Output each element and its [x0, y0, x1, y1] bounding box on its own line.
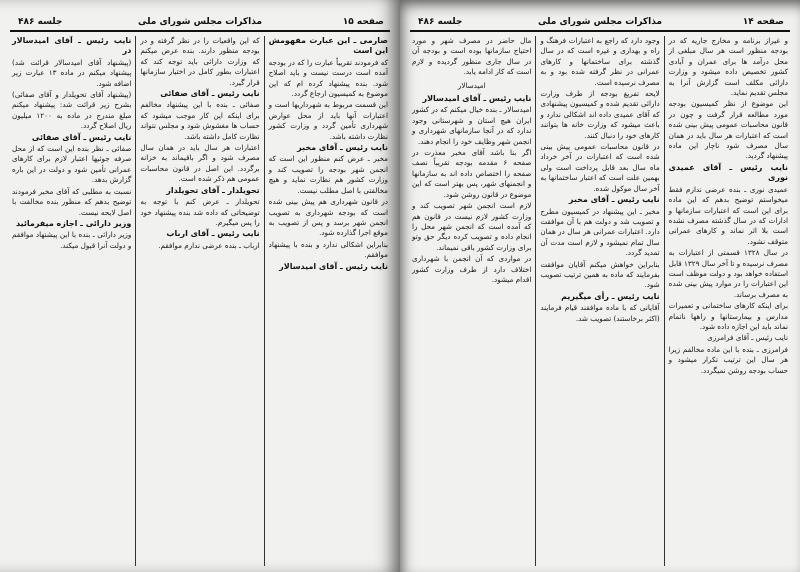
paragraph: اگر بنا باشد آقای مخبر معذرت در صفحه ۶ مقدمه بودجه تقریباً نصف صفحه را اختصاص داده اند به سازمانها و انجمنهای شهر، پس بهتر است که این موضوع در قانون روشن شود.	[412, 148, 532, 199]
paragraph: در سال ۱۳۲۸ قسمتی از اعتبارات به مصرف نرسیده و تا آخر سال ۱۳۲۹ قابل استفاده خواهد بود و دولت موظف است این اعتبارات را در موارد پیش بینی شده به مصرف برساند.	[668, 248, 788, 299]
speaker-heading: نایب رئیس ـ رأی میگیریم	[561, 291, 660, 301]
publication-title: مذاکرات مجلس شورای ملی	[537, 17, 663, 27]
text-columns	[8, 36, 392, 566]
page-number: صفحه ۱۴	[742, 17, 784, 27]
paragraph: که فرمودند تقریباً عبارت را که در بودجه آمده است درست نیست و باید اصلاح شود. بنده پیشنهاد کرده ام که این موضوع به کمیسیون ارجاع گردد.	[268, 57, 388, 99]
paragraph: مال حاضر در مصرف شهر و مورد احتیاج سازمانها بوده است و بودجه آن در سال جاری منظور گردیده و لازم است که کار ادامه یابد.	[412, 36, 532, 77]
paragraph: ارباب ـ بنده عرضی ندارم موافقم.	[158, 240, 260, 250]
section-heading: امیدسالار	[457, 80, 486, 90]
paragraph: در مواردی که آن انجمن با شهرداری اختلاف دارد از طرف وزارت کشور اقدام میشود.	[412, 254, 532, 284]
paragraph: بنابراین خواهش میکنم آقایان موافقت بفرمایند که ماده به همین ترتیب تصویب شود.	[540, 259, 660, 290]
paragraph: برای اینکه کارهای ساختمانی و تعمیرات مدارس و بیمارستانها و راهها ناتمام نماند باید این اجازه داده شود.	[668, 301, 788, 331]
text-column	[535, 36, 663, 566]
paragraph: تحویلدار ـ عرض کنم با توجه به توضیحاتی که داده شد بنده پیشنهاد خود را پس میگیرم.	[140, 197, 260, 227]
publication-title: مذاکرات مجلس شورای ملی	[137, 17, 263, 27]
paragraph: مخبر ـ این پیشنهاد در کمیسیون مطرح و تصویب شد و دولت هم با آن موافقت دارد. اعتبارات عمرانی هر سال در همان سال تمام نمیشود و لازم است مدت آن تمدید گردد.	[540, 206, 660, 258]
paragraph: عمیدی نوری ـ بنده عرضی ندارم فقط میخواستم توضیح بدهم که این ماده برای این است که اعتبارات سازمانها و ادارات که در سال گذشته مصرف نشده است بلا اثر نماند و کارهای عمرانی متوقف نشود.	[668, 184, 788, 246]
paragraph: لازم است انجمن شهر تصویب کند و وزارت کشور لازم نیست در قانون هم که آمده است که انجمن شهر محل را انجام داده و تصویب کرده دیگر حق وتو برای وزارت کشور باقی نمیماند.	[412, 201, 532, 252]
speaker-heading: تحویلدار ـ آقای تحویلدار	[166, 185, 260, 195]
paragraph: آقایانی که با ماده موافقند قیام فرمایند (اکثر برخاستند) تصویب شد.	[540, 303, 660, 323]
paragraph: نایب رئیس ـ آقای فرامرزی	[707, 333, 788, 343]
speaker-heading: وزیر دارائی ـ اجازه میفرمائید	[15, 218, 132, 228]
speaker-heading: نایب رئیس ـ آقای عمیدی نوری	[668, 162, 788, 183]
text-columns	[408, 36, 792, 566]
speaker-heading: نایب رئیس ـ آقای امیدسالار	[279, 261, 388, 271]
paragraph: امیدسالار ـ بنده خیال میکنم که در کشور ایران هیچ استان و شهرستانی وجود ندارد که در آنجا سازمانهای شهرداری و انجمن شهر وظایف خود را انجام دهند.	[412, 105, 532, 146]
speaker-heading: نایب رئیس ـ آقای امیدسالار	[422, 94, 532, 104]
paragraph: وزیر دارائی ـ بنده با این پیشنهاد موافقم و دولت آنرا قبول میکند.	[12, 230, 132, 250]
right-page	[400, 0, 800, 572]
session-number: جلسه ۴۸۶	[418, 17, 463, 27]
text-column	[8, 36, 135, 566]
paragraph: وجود دارد که راجع به اعتبارات فرهنگ و راه و بهداری و غیره است که در سال گذشته برای ساختمانها و کارهای عمرانی در نظر گرفته شده بود و به مصرف نرسیده است.	[540, 36, 660, 87]
session-number: جلسه ۴۸۶	[18, 17, 63, 27]
speaker-heading: صارمی ـ این عبارت مفهومش این است	[268, 36, 388, 56]
page-header	[10, 14, 390, 32]
paragraph: نسبت به مطلبی که آقای مخبر فرمودند توضیح بدهم که منظور بنده مخالفت با اصل لایحه نیست.	[12, 186, 132, 217]
paragraph: صفائی ـ نظر بنده این است که از محل صرفه جوئیها اعتبار لازم برای کارهای عمرانی تأمین شود و دولت در این باره گزارش بدهد.	[12, 144, 132, 185]
paragraph: این موضوع از نظر کمیسیون بودجه مورد مطالعه قرار گرفت و چون در قانون محاسبات عمومی پیش بینی شده است که اعتبارات هر سال باید در همان سال مصرف شود ناچار این ماده پیشنهاد گردید.	[668, 99, 788, 161]
paragraph: در قانون محاسبات عمومی پیش بینی شده است که اعتبارات در آخر خرداد ماه سال بعد قابل پرداخت است ولی بهمین علت است که اعتبار ساختمانها به آخر سال موکول شده.	[540, 142, 660, 193]
paragraph: این قسمت مربوط به شهرداریها است و اعتبارات آنها باید از محل عوارض شهرداری تأمین گردد و وزارت کشور نظارت داشته باشد.	[268, 100, 388, 141]
paragraph: مخبر ـ عرض کنم منظور این است که انجمن شهر بودجه را تصویب کند و وزارت کشور هم نظارت نماید و هیچ مخالفتی با اصل مطلب نیست.	[268, 154, 388, 195]
text-column	[135, 36, 263, 566]
paragraph: صفائی ـ بنده با این پیشنهاد مخالفم برای اینکه این کار موجب میشود که حساب ها مغشوش شود و مجلس نتواند نظارت کامل داشته باشد.	[140, 100, 260, 141]
page-header	[410, 14, 790, 32]
speaker-heading: نایب رئیس ـ آقای مخبر	[568, 195, 660, 205]
paragraph: (پیشنهاد آقای تحویلدار و آقای صفائی) بشرح زیر قرائت شد: پیشنهاد میکنم مبلغ مندرج در ماده به ۱۲۰۰ میلیون ریال اصلاح گردد.	[12, 90, 132, 131]
paragraph: فرامرزی ـ بنده با این ماده مخالفم زیرا هر سال این ترتیب تکرار میشود و حساب بودجه روشن نمیگردد.	[668, 344, 788, 375]
paragraph: و غیراز برنامه و مخارج جاریه که در بودجه منظور است هر سال مبلغی از محل درآمد ها برای عمران و آبادی کشور تخصیص داده میشود و وزارت دارائی مکلف است گزارش آنرا به مجلس تقدیم نماید.	[668, 36, 788, 98]
paragraph: لایحه تفریغ بودجه از طرف وزارت دارائی تقدیم شده و کمیسیون پیشنهادی که آقای عمیدی داده اند اشکالی ندارد و باعث میشود که وزارت خانه ها بتوانند کارهای خود را دنبال کنند.	[540, 89, 660, 140]
speaker-heading: نایب رئیس ـ آقای امیدسالار در	[12, 36, 132, 56]
paragraph: که این واقعیات را در نظر گرفته و در بودجه منظور دارند. بنده عرض میکنم که وزارت دارائی باید توجه کند که اعتبارات بطور کامل در اختیار سازمانها قرار گیرد.	[140, 36, 260, 87]
text-column	[408, 36, 535, 566]
text-column	[664, 36, 792, 566]
page-number: صفحه ۱۵	[342, 17, 384, 27]
speaker-heading: نایب رئیس ـ آقای ارباب	[166, 229, 260, 239]
speaker-heading: نایب رئیس ـ آقای صفائی	[160, 89, 260, 99]
paragraph: در قانون شهرداری هم پیش بینی شده است که بودجه شهرداری به تصویب انجمن شهر برسد و پس از تصویب به موقع اجرا گذارده شود.	[268, 197, 388, 238]
paragraph: (پیشنهاد آقای امیدسالار قرائت شد) پیشنهاد میکنم در ماده ۱۳ عبارت زیر اضافه شود.	[12, 57, 132, 88]
speaker-heading: نایب رئیس ـ آقای مخبر	[297, 143, 388, 153]
paragraph: اعتبارات هر سال باید در همان سال مصرف شود و اگر باقیماند به خزانه برگردد. این اصل در قانون محاسبات عمومی هم ذکر شده است.	[140, 143, 260, 184]
speaker-heading: نایب رئیس ـ آقای صفائی	[31, 132, 132, 142]
paragraph: بنابراین اشکالی ندارد و بنده با پیشنهاد موافقم.	[268, 239, 388, 260]
text-column	[264, 36, 392, 566]
